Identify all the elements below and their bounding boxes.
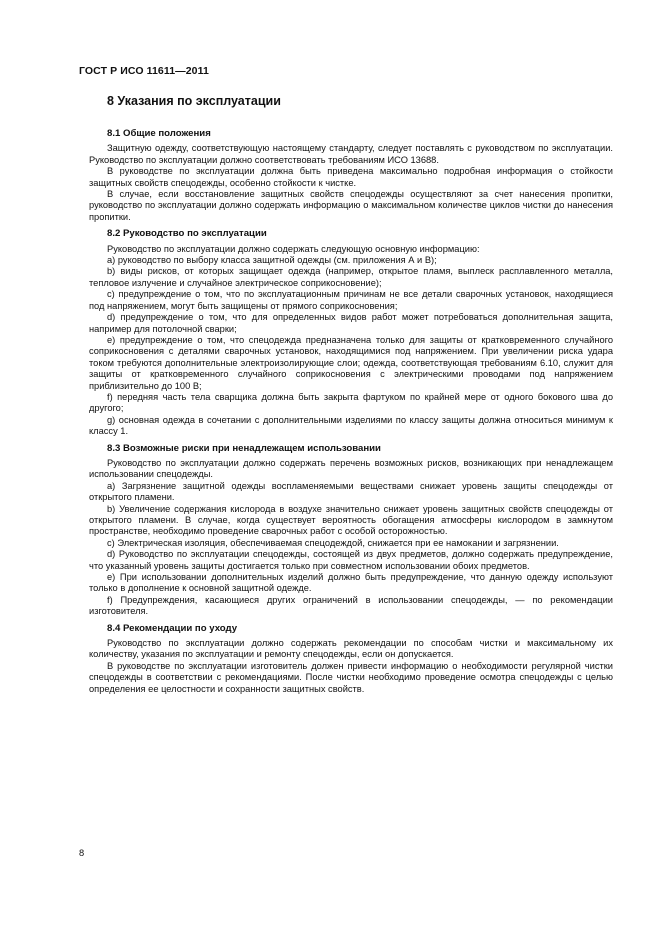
paragraph: Руководство по эксплуатации должно содержать рекомендации по способам чистки и максимальному их количеству, указания по эксплуатации и ремонту спецодежды, если он допускается.	[89, 638, 613, 660]
paragraph: Руководство по эксплуатации должно содержать следующую основную информацию:	[107, 243, 480, 254]
list-item: f) передняя часть тела сварщика должна быть закрыта фартуком по крайней мере от одного бокового шва до другого;	[89, 391, 613, 414]
list-item: c) предупреждение о том, что по эксплуатационным причинам не все детали сварочных установок, находящиеся под напряжением, могут быть защищены от прямого соприкосновения;	[89, 289, 613, 311]
list-item: b) виды рисков, от которых защищает одежда (например, открытое пламя, выплеск расплавленного металла, тепловое излучение и случайное электрическое соприкосновение);	[89, 266, 613, 288]
paragraph: Защитную одежду, соответствующую настоящему стандарту, следует поставлять с руководством по эксплуатации. Руководство по эксплуатации должно соответствовать требованиям ИСО 13688.	[89, 143, 613, 165]
subsection-8-3-title: 8.3 Возможные риски при ненадлежащем использовании	[107, 442, 381, 454]
section-title: 8 Указания по эксплуатации	[107, 94, 281, 108]
list-item: d) предупреждение о том, что для определенных видов работ может потребоваться дополнительная защита, например для потолочной сварки;	[89, 312, 613, 334]
subsection-8-1-title: 8.1 Общие положения	[107, 128, 211, 139]
subsection-8-2-title: 8.2 Руководство по эксплуатации	[107, 228, 267, 240]
document-body	[89, 128, 613, 695]
list-item: a) Загрязнение защитной одежды воспламеняемыми веществами снижает уровень защиты спецодежды от открытого пламени.	[89, 480, 613, 503]
list-item: d) Руководство по эксплуатации спецодежды, состоящей из двух предметов, должно содержать предупреждение, что указанный уровень защиты достигается только при совместном использовании обоих предметов.	[89, 549, 613, 571]
paragraph: В случае, если восстановление защитных свойств спецодежды осуществляют за счет нанесения пропитки, руководство по эксплуатации должно содержать информацию о максимальном количестве циклов чистки до нанесения пропитки.	[89, 189, 613, 222]
subsection-8-4-title: 8.4 Рекомендации по уходу	[107, 622, 238, 634]
list-item: f) Предупреждения, касающиеся других ограничений в использовании спецодежды, — по рекомендации изготовителя.	[89, 594, 613, 617]
list-item: e) предупреждение о том, что спецодежда предназначена только для защиты от кратковременного случайного соприкосновения с деталями сварочных установок, находящимися под напряжением. При увеличении риска удара током требуются дополнительные электроизолирующие слои; одежда, соответствующая требованиям 6.10, служит для защиты от кратковременного случайного соприкосновения с электрическими проводами под напряжением приблизительно до 100 В;	[89, 334, 613, 391]
document-header: ГОСТ Р ИСО 11611—2011	[79, 65, 209, 77]
paragraph: В руководстве по эксплуатации изготовитель должен привести информацию о необходимости регулярной чистки спецодежды в соответствии с рекомендациями. После чистки необходимо проведение осмотра спецодежды с целью определения ее целостности и сохранности защитных свойств.	[89, 660, 613, 694]
list-item: a) руководство по выбору класса защитной одежды (см. приложения А и В);	[107, 255, 437, 266]
list-item: g) основная одежда в сочетании с дополнительными изделиями по классу защиты должна относиться минимум к классу 1.	[89, 414, 613, 437]
list-item: e) При использовании дополнительных изделий должно быть предупреждение, что данную одежду используют только в дополнение к основной защитной одежде.	[89, 572, 613, 594]
paragraph: В руководстве по эксплуатации должна быть приведена максимально подробная информация о стойкости защитных свойств спецодежды, особенно стойкости к чистке.	[89, 166, 613, 188]
page-number: 8	[79, 848, 85, 858]
paragraph: Руководство по эксплуатации должно содержать перечень возможных рисков, возникающих при ненадлежащем использовании спецодежды.	[89, 457, 613, 480]
list-item: c) Электрическая изоляция, обеспечиваемая спецодеждой, снижается при ее намокании и загрязнении.	[107, 537, 559, 548]
list-item: b) Увеличение содержания кислорода в воздухе значительно снижает уровень защитных свойств спецодежды от открытого пламени. В случае, когда существует вероятность обогащения атмосферы кислородом в замкнутом пространстве, необходимо проведение сварочных работ с особой осторожностью.	[89, 503, 613, 537]
